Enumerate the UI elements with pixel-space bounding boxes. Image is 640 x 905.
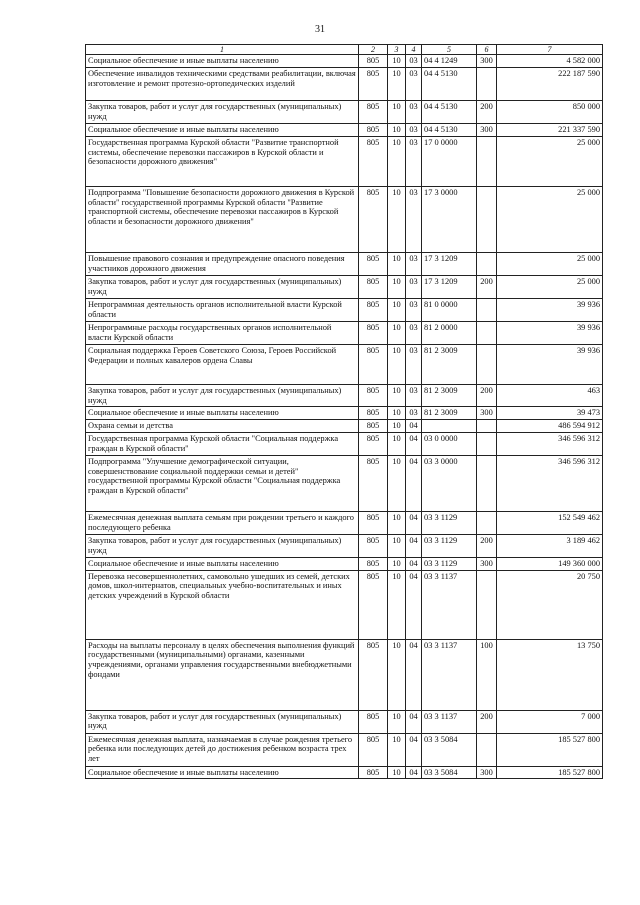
row-name: Закупка товаров, работ и услуг для государственных (муниципальных) нужд xyxy=(86,384,359,407)
row-target-article: 17 0 0000 xyxy=(422,136,477,186)
row-name: Социальное обеспечение и иные выплаты населению xyxy=(86,55,359,68)
row-target-article: 03 3 1137 xyxy=(422,710,477,733)
row-subsection: 03 xyxy=(406,68,422,101)
table-row xyxy=(86,275,603,298)
row-expense-type: 200 xyxy=(477,534,497,557)
row-section: 10 xyxy=(388,68,406,101)
row-expense-type xyxy=(477,252,497,275)
row-expense-type: 200 xyxy=(477,101,497,124)
row-subsection: 04 xyxy=(406,557,422,570)
table-row xyxy=(86,534,603,557)
table-row xyxy=(86,407,603,420)
row-section: 10 xyxy=(388,432,406,455)
column-number: 7 xyxy=(497,45,603,55)
row-subsection: 04 xyxy=(406,455,422,511)
row-code: 805 xyxy=(359,432,388,455)
row-section: 10 xyxy=(388,570,406,639)
row-name: Перевозка несовершеннолетних, самовольно ушедших из семей, детских домов, школ-интернатов, специальных учебно-воспитательных и иных детских учреждений в Курской области xyxy=(86,570,359,639)
row-expense-type xyxy=(477,298,497,321)
row-code: 805 xyxy=(359,101,388,124)
column-number: 6 xyxy=(477,45,497,55)
row-section: 10 xyxy=(388,407,406,420)
table-row xyxy=(86,511,603,534)
table-row xyxy=(86,124,603,137)
table-row xyxy=(86,733,603,766)
row-subsection: 04 xyxy=(406,639,422,710)
row-subsection: 03 xyxy=(406,384,422,407)
row-amount: 25 000 xyxy=(497,275,603,298)
row-subsection: 03 xyxy=(406,55,422,68)
row-name: Расходы на выплаты персоналу в целях обеспечения выполнения функций государственными (муниципальными) органами, казенными учреждениями, органами управления государственными внебюджетными фондами xyxy=(86,639,359,710)
row-section: 10 xyxy=(388,321,406,344)
row-section: 10 xyxy=(388,534,406,557)
budget-table xyxy=(85,44,603,779)
row-code: 805 xyxy=(359,455,388,511)
row-name: Ежемесячная денежная выплата семьям при рождении третьего и каждого последующего ребенка xyxy=(86,511,359,534)
row-name: Социальное обеспечение и иные выплаты населению xyxy=(86,557,359,570)
table-row xyxy=(86,639,603,710)
row-name: Охрана семьи и детства xyxy=(86,420,359,433)
row-section: 10 xyxy=(388,298,406,321)
row-amount: 7 000 xyxy=(497,710,603,733)
row-target-article: 04 4 5130 xyxy=(422,124,477,137)
row-subsection: 03 xyxy=(406,252,422,275)
row-target-article: 03 3 1129 xyxy=(422,511,477,534)
row-name: Социальное обеспечение и иные выплаты населению xyxy=(86,124,359,137)
row-code: 805 xyxy=(359,252,388,275)
row-amount: 3 189 462 xyxy=(497,534,603,557)
row-subsection: 03 xyxy=(406,136,422,186)
row-name: Подпрограмма "Повышение безопасности дорожного движения в Курской области" государственной программы Курской области "Развитие транспортной системы, обеспечение перевозки пассажиров в Курской области и безопасности дорожного движения" xyxy=(86,186,359,252)
table-row xyxy=(86,766,603,779)
table-row xyxy=(86,298,603,321)
row-expense-type xyxy=(477,186,497,252)
row-target-article: 04 4 5130 xyxy=(422,68,477,101)
row-section: 10 xyxy=(388,766,406,779)
table-row xyxy=(86,570,603,639)
row-target-article: 03 3 0000 xyxy=(422,455,477,511)
row-target-article: 03 3 5084 xyxy=(422,733,477,766)
row-expense-type: 200 xyxy=(477,384,497,407)
row-section: 10 xyxy=(388,124,406,137)
row-section: 10 xyxy=(388,384,406,407)
row-code: 805 xyxy=(359,55,388,68)
row-expense-type: 200 xyxy=(477,710,497,733)
table-row xyxy=(86,710,603,733)
row-name: Закупка товаров, работ и услуг для государственных (муниципальных) нужд xyxy=(86,275,359,298)
row-section: 10 xyxy=(388,733,406,766)
row-code: 805 xyxy=(359,124,388,137)
row-section: 10 xyxy=(388,252,406,275)
row-name: Социальная поддержка Героев Советского Союза, Героев Российской Федерации и полных кавалеров ордена Славы xyxy=(86,344,359,384)
row-subsection: 03 xyxy=(406,101,422,124)
row-amount: 185 527 800 xyxy=(497,733,603,766)
row-subsection: 03 xyxy=(406,344,422,384)
row-amount: 850 000 xyxy=(497,101,603,124)
table-row xyxy=(86,455,603,511)
row-amount: 463 xyxy=(497,384,603,407)
row-code: 805 xyxy=(359,766,388,779)
row-subsection: 03 xyxy=(406,186,422,252)
table-header-row xyxy=(86,45,603,55)
row-subsection: 03 xyxy=(406,407,422,420)
row-code: 805 xyxy=(359,420,388,433)
row-target-article: 03 3 1137 xyxy=(422,639,477,710)
table-row xyxy=(86,420,603,433)
row-amount: 39 473 xyxy=(497,407,603,420)
row-section: 10 xyxy=(388,136,406,186)
row-target-article: 81 2 3009 xyxy=(422,384,477,407)
row-amount: 222 187 590 xyxy=(497,68,603,101)
row-expense-type xyxy=(477,344,497,384)
row-name: Закупка товаров, работ и услуг для государственных (муниципальных) нужд xyxy=(86,710,359,733)
row-target-article: 81 2 3009 xyxy=(422,407,477,420)
row-subsection: 04 xyxy=(406,710,422,733)
row-expense-type: 200 xyxy=(477,275,497,298)
row-amount: 346 596 312 xyxy=(497,455,603,511)
row-target-article: 03 3 1129 xyxy=(422,557,477,570)
table-row xyxy=(86,344,603,384)
column-number: 1 xyxy=(86,45,359,55)
row-name: Государственная программа Курской области "Социальная поддержка граждан в Курской области" xyxy=(86,432,359,455)
row-code: 805 xyxy=(359,344,388,384)
row-expense-type: 300 xyxy=(477,557,497,570)
row-expense-type: 100 xyxy=(477,639,497,710)
row-amount: 185 527 800 xyxy=(497,766,603,779)
row-amount: 25 000 xyxy=(497,136,603,186)
table-row xyxy=(86,432,603,455)
row-target-article: 81 2 0000 xyxy=(422,321,477,344)
row-amount: 39 936 xyxy=(497,298,603,321)
row-target-article: 17 3 0000 xyxy=(422,186,477,252)
row-subsection: 04 xyxy=(406,511,422,534)
row-target-article: 81 0 0000 xyxy=(422,298,477,321)
row-section: 10 xyxy=(388,55,406,68)
row-target-article: 03 3 5084 xyxy=(422,766,477,779)
row-target-article: 81 2 3009 xyxy=(422,344,477,384)
row-section: 10 xyxy=(388,344,406,384)
row-section: 10 xyxy=(388,275,406,298)
row-name: Закупка товаров, работ и услуг для государственных (муниципальных) нужд xyxy=(86,101,359,124)
row-amount: 25 000 xyxy=(497,186,603,252)
row-code: 805 xyxy=(359,384,388,407)
row-subsection: 04 xyxy=(406,420,422,433)
row-amount: 20 750 xyxy=(497,570,603,639)
row-expense-type xyxy=(477,455,497,511)
row-amount: 149 360 000 xyxy=(497,557,603,570)
row-amount: 39 936 xyxy=(497,344,603,384)
table-row xyxy=(86,101,603,124)
row-expense-type xyxy=(477,420,497,433)
row-expense-type: 300 xyxy=(477,55,497,68)
row-subsection: 04 xyxy=(406,733,422,766)
row-name: Государственная программа Курской области "Развитие транспортной системы, обеспечение перевозки пассажиров в Курской области и безопасности дорожного движения" xyxy=(86,136,359,186)
row-amount: 25 000 xyxy=(497,252,603,275)
row-name: Закупка товаров, работ и услуг для государственных (муниципальных) нужд xyxy=(86,534,359,557)
row-code: 805 xyxy=(359,407,388,420)
row-subsection: 04 xyxy=(406,534,422,557)
row-target-article xyxy=(422,420,477,433)
row-target-article: 03 3 1129 xyxy=(422,534,477,557)
column-number: 3 xyxy=(388,45,406,55)
row-amount: 39 936 xyxy=(497,321,603,344)
row-expense-type xyxy=(477,68,497,101)
column-number: 4 xyxy=(406,45,422,55)
row-name: Социальное обеспечение и иные выплаты населению xyxy=(86,766,359,779)
row-code: 805 xyxy=(359,534,388,557)
row-code: 805 xyxy=(359,511,388,534)
row-section: 10 xyxy=(388,710,406,733)
row-expense-type xyxy=(477,570,497,639)
row-target-article: 04 4 1249 xyxy=(422,55,477,68)
table-row xyxy=(86,557,603,570)
row-name: Ежемесячная денежная выплата, назначаемая в случае рождения третьего ребенка или последующих детей до достижения ребенком возраста трех лет xyxy=(86,733,359,766)
row-code: 805 xyxy=(359,321,388,344)
page-number: 31 xyxy=(315,24,325,35)
row-code: 805 xyxy=(359,710,388,733)
row-target-article: 03 0 0000 xyxy=(422,432,477,455)
row-code: 805 xyxy=(359,68,388,101)
row-expense-type xyxy=(477,733,497,766)
row-section: 10 xyxy=(388,557,406,570)
row-amount: 486 594 912 xyxy=(497,420,603,433)
row-subsection: 04 xyxy=(406,432,422,455)
table-row xyxy=(86,252,603,275)
row-section: 10 xyxy=(388,639,406,710)
row-subsection: 03 xyxy=(406,275,422,298)
row-expense-type xyxy=(477,136,497,186)
column-number: 2 xyxy=(359,45,388,55)
row-amount: 152 549 462 xyxy=(497,511,603,534)
table-row xyxy=(86,321,603,344)
column-number: 5 xyxy=(422,45,477,55)
row-target-article: 17 3 1209 xyxy=(422,275,477,298)
row-subsection: 04 xyxy=(406,766,422,779)
row-code: 805 xyxy=(359,275,388,298)
row-code: 805 xyxy=(359,639,388,710)
row-amount: 13 750 xyxy=(497,639,603,710)
row-subsection: 03 xyxy=(406,321,422,344)
row-expense-type xyxy=(477,432,497,455)
table-row xyxy=(86,55,603,68)
row-name: Непрограммная деятельность органов исполнительной власти Курской области xyxy=(86,298,359,321)
row-code: 805 xyxy=(359,570,388,639)
row-name: Социальное обеспечение и иные выплаты населению xyxy=(86,407,359,420)
row-section: 10 xyxy=(388,455,406,511)
row-subsection: 03 xyxy=(406,124,422,137)
row-subsection: 04 xyxy=(406,570,422,639)
row-expense-type xyxy=(477,321,497,344)
row-target-article: 04 4 5130 xyxy=(422,101,477,124)
row-code: 805 xyxy=(359,136,388,186)
row-section: 10 xyxy=(388,186,406,252)
row-name: Обеспечение инвалидов техническими средствами реабилитации, включая изготовление и ремонт протезно-ортопедических изделий xyxy=(86,68,359,101)
row-section: 10 xyxy=(388,101,406,124)
row-code: 805 xyxy=(359,557,388,570)
row-expense-type: 300 xyxy=(477,407,497,420)
row-expense-type xyxy=(477,511,497,534)
row-amount: 221 337 590 xyxy=(497,124,603,137)
row-target-article: 03 3 1137 xyxy=(422,570,477,639)
row-code: 805 xyxy=(359,186,388,252)
table-row xyxy=(86,384,603,407)
row-subsection: 03 xyxy=(406,298,422,321)
row-expense-type: 300 xyxy=(477,766,497,779)
row-name: Повышение правового сознания и предупреждение опасного поведения участников дорожного движения xyxy=(86,252,359,275)
row-name: Подпрограмма "Улучшение демографической ситуации, совершенствование социальной поддержки семьи и детей" государственной программы Курской области "Социальная поддержка граждан в Курской области" xyxy=(86,455,359,511)
row-expense-type: 300 xyxy=(477,124,497,137)
row-amount: 346 596 312 xyxy=(497,432,603,455)
table-row xyxy=(86,136,603,186)
row-section: 10 xyxy=(388,420,406,433)
row-code: 805 xyxy=(359,733,388,766)
row-name: Непрограммные расходы государственных органов исполнительной власти Курской области xyxy=(86,321,359,344)
row-amount: 4 582 000 xyxy=(497,55,603,68)
table-row xyxy=(86,68,603,101)
table-row xyxy=(86,186,603,252)
row-section: 10 xyxy=(388,511,406,534)
row-code: 805 xyxy=(359,298,388,321)
row-target-article: 17 3 1209 xyxy=(422,252,477,275)
